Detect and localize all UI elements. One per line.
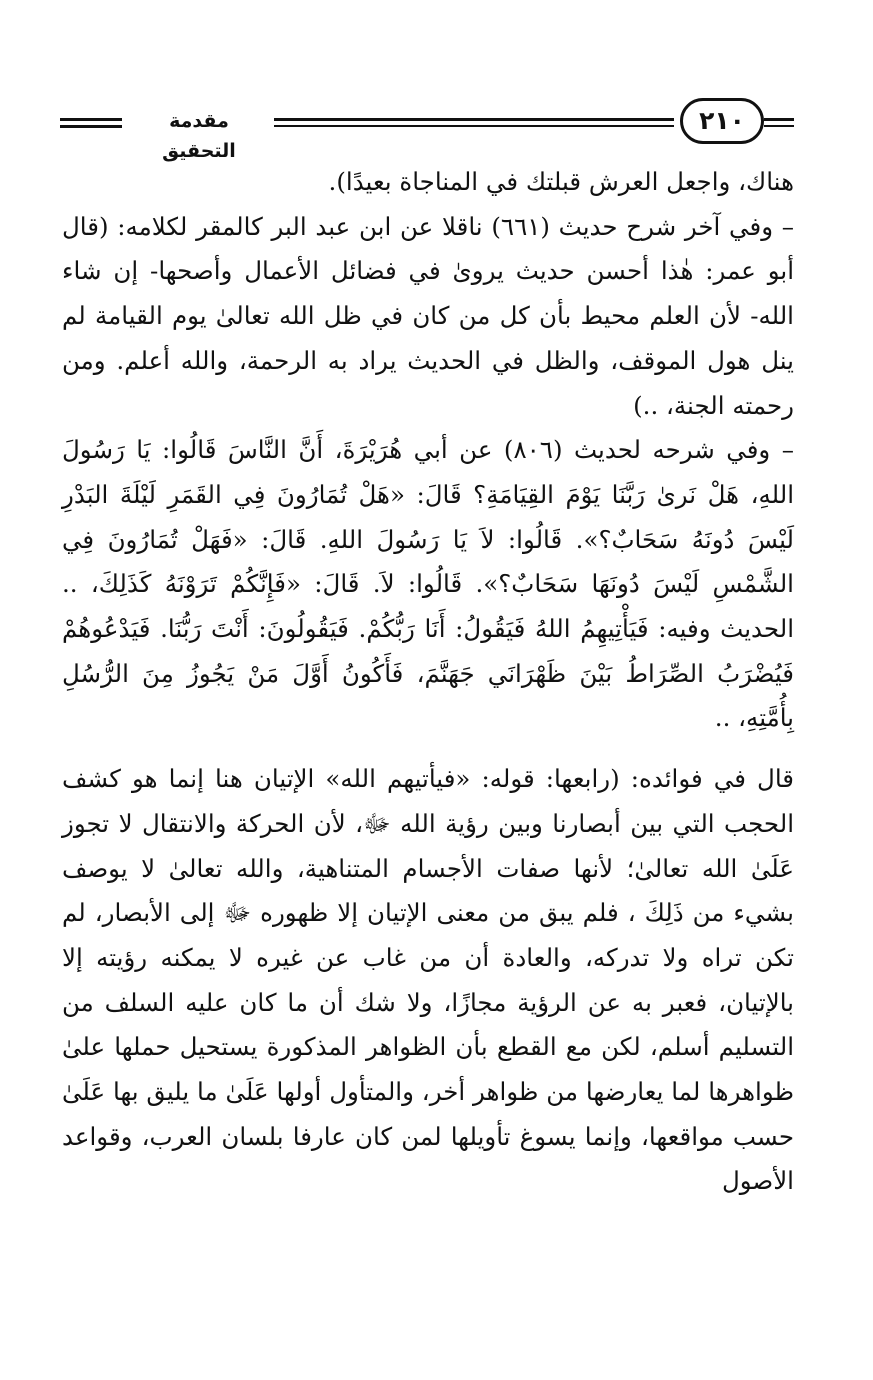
header-rule-middle-top bbox=[274, 118, 674, 121]
header-rule-middle-bottom bbox=[274, 125, 674, 127]
header-rule-right-top bbox=[764, 118, 794, 121]
paragraph-hadith-806: – وفي شرحه لحديث (٨٠٦) عن أبي هُرَيْرَةَ، أَنَّ النَّاسَ قَالُوا: يَا رَسُولَ اللهِ، هَلْ نَرىٰ رَبَّنَا يَوْمَ القِيَامَةِ؟ قَالَ: «هَلْ تُمَارُونَ فِي القَمَرِ لَيْلَةَ البَدْرِ لَيْسَ دُونَهُ سَحَابٌ؟». قَالُوا: لاَ يَا رَسُولَ اللهِ. قَالَ: «فَهَلْ تُمَارُونَ فِي الشَّمْسِ لَيْسَ دُونَهَا سَحَابٌ؟». قَالُوا: لاَ. قَالَ: «فَإِنَّكُمْ تَرَوْنَهُ كَذَلِكَ، .. الحديث وفيه: فَيَأْتِيهِمُ اللهُ فَيَقُولُ: أَنَا رَبُّكُمْ. فَيَقُولُونَ: أَنْتَ رَبُّنَا. فَيَدْعُوهُمْ فَيُضْرَبُ الصِّرَاطُ بَيْنَ ظَهْرَانَي جَهَنَّمَ، فَأَكُونُ أَوَّلَ مَنْ يَجُوزُ مِنَ الرُّسُلِ بِأُمَّتِهِ، .. bbox=[62, 435, 794, 733]
page-header bbox=[60, 96, 802, 162]
header-rule-left-bottom bbox=[60, 125, 122, 128]
paragraph-spacer bbox=[62, 741, 794, 757]
paragraph-fawaid: قال في فوائده: (رابعها: قوله: «فيأتيهم الله» الإتيان هنا إنما هو كشف الحجب التي بين أبصارنا وبين رؤية الله ﷻ، لأن الحركة والانتقال لا تجوز عَلَىٰ الله تعالىٰ؛ لأنها صفات الأجسام المتناهية، والله تعالىٰ لا يوصف بشيء من ذَلِكَ ، فلم يبق من معنى الإتيان إلا ظهوره ﷻ إلى الأبصار، لم تكن تراه ولا تدركه، والعادة أن من غاب عن غيره لا يمكنه رؤيته إلا بالإتيان، فعبر به عن الرؤية مجازًا، ولا شك أن ما كان عليه السلف من التسليم أسلم، لكن مع القطع بأن الظواهر المذكورة يستحيل حملها علىٰ ظواهرها لما يعارضها من ظواهر أخر، والمتأول أولها عَلَىٰ ما يليق بها عَلَىٰ حسب مواقعها، وإنما يسوغ تأويلها لمن كان عارفا بلسان العرب، وقواعد الأصول bbox=[62, 764, 794, 1196]
running-title: مقدمة التحقيق bbox=[162, 110, 236, 162]
page-number: ٢١٠ bbox=[680, 98, 764, 144]
body-text bbox=[62, 160, 794, 1204]
paragraph-hadith-661: – وفي آخر شرح حديث (٦٦١) ناقلا عن ابن عبد البر كالمقر لكلامه: (قال أبو عمر: هٰذا أحسن حديث يرویٰ في فضائل الأعمال وأصحها- إن شاء الله- لأن العلم محيط بأن كل من كان في ظل الله تعالىٰ يوم القيامة لم ينل هول الموقف، والظل في الحديث يراد به الرحمة، والله أعلم. ومن رحمته الجنة، ..) bbox=[62, 211, 794, 420]
paragraph-continuation: هناك، واجعل العرش قبلتك في المناجاة بعيدًا). bbox=[328, 167, 794, 196]
header-rule-right-bottom bbox=[764, 125, 794, 127]
header-rule-left-top bbox=[60, 118, 122, 121]
